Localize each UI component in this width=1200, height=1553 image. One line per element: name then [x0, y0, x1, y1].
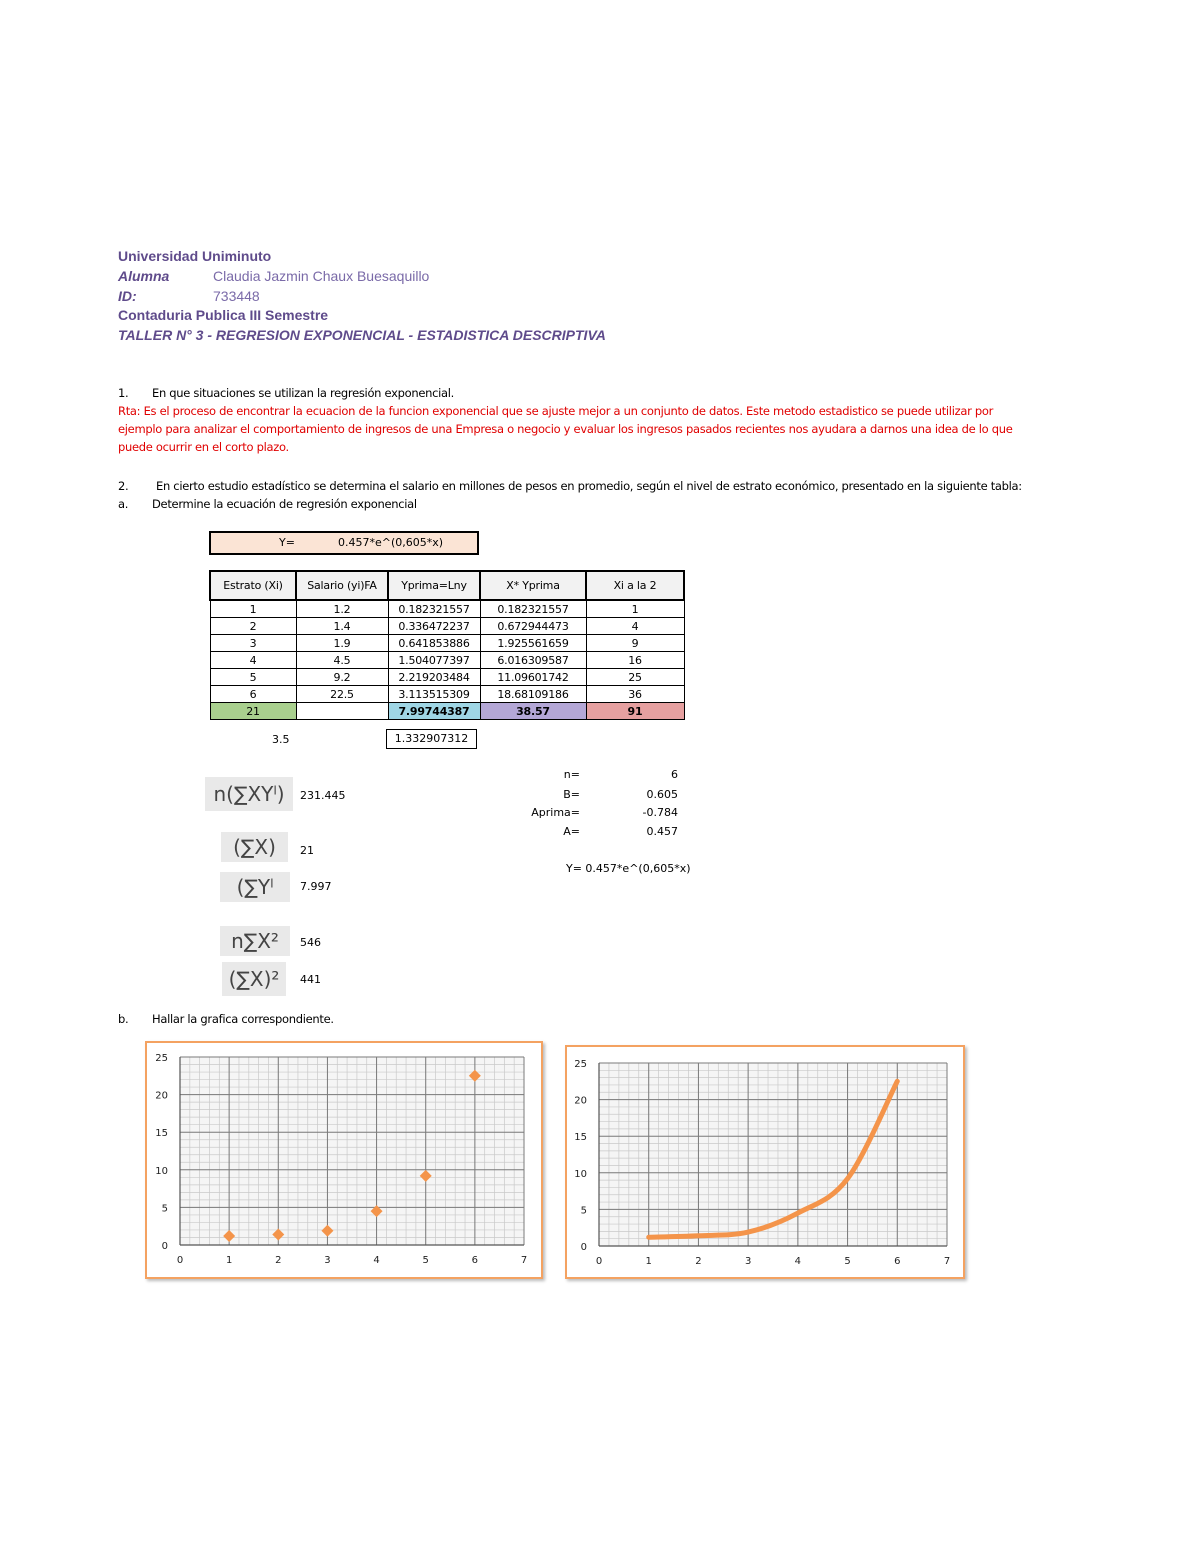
table-cell: 4.5	[296, 652, 388, 669]
answer-line-2: ejemplo para analizar el comportamiento de ingresos de una Empresa o negocio y evaluar los ingresos pasados recientes nos ayudara a darnos una idea de lo que	[118, 422, 1013, 436]
table-cell: 5	[210, 669, 296, 686]
question-2b-label: b.	[118, 1012, 129, 1026]
col-header: X* Yprima	[480, 571, 586, 600]
question-1-number: 1.	[118, 386, 129, 400]
sum-formula-image: (∑X)	[221, 832, 288, 862]
col-header: Xi a la 2	[586, 571, 684, 600]
line-chart-panel	[565, 1045, 965, 1279]
mean-yprime: 1.332907312	[386, 729, 477, 749]
table-row	[210, 652, 684, 669]
result-equation: Y= 0.457*e^(0,605*x)	[566, 862, 691, 875]
table-cell: 0.336472237	[388, 618, 480, 635]
coef-aprima: Aprima=	[531, 806, 580, 819]
table-cell: 0.182321557	[480, 600, 586, 618]
table-cell: 16	[586, 652, 684, 669]
x-tick-label: 1	[645, 1256, 652, 1267]
total-yprime: 7.99744387	[388, 703, 480, 720]
table-cell: 4	[210, 652, 296, 669]
student-label: Alumna	[118, 268, 170, 284]
question-1-text: En que situaciones se utilizan la regresión exponencial.	[152, 386, 455, 400]
table-cell: 2.219203484	[388, 669, 480, 686]
coef-aprima-value: -0.784	[642, 806, 678, 819]
coef-b: B=	[563, 788, 580, 801]
y-tick-label: 20	[574, 1095, 587, 1107]
regression-equation-box	[209, 531, 479, 555]
table-cell: 0.182321557	[388, 600, 480, 618]
table-cell: 18.68109186	[480, 686, 586, 703]
x-tick-label: 3	[324, 1255, 331, 1266]
table-row	[210, 669, 684, 686]
table-cell: 9	[586, 635, 684, 652]
document-title: TALLER N° 3 - REGRESION EXPONENCIAL - ESTADISTICA DESCRIPTIVA	[118, 327, 606, 343]
x-tick-label: 1	[225, 1255, 233, 1266]
total-x-squared: 91	[586, 703, 684, 720]
table-row	[210, 686, 684, 703]
id-label: ID:	[118, 288, 137, 304]
coef-b-value: 0.605	[646, 788, 678, 801]
x-tick-label: 7	[520, 1255, 528, 1266]
coef-a: A=	[563, 825, 580, 838]
y-tick-label: 0	[161, 1241, 168, 1252]
y-tick-label: 15	[574, 1132, 587, 1144]
question-1	[118, 386, 454, 400]
x-tick-label: 0	[595, 1256, 603, 1267]
y-tick-label: 25	[574, 1059, 587, 1070]
col-header: Estrato (Xi)	[210, 571, 296, 600]
sum-value: 441	[300, 973, 321, 986]
equation-rhs: 0.457*e^(0,605*x)	[338, 536, 444, 549]
table-row	[210, 635, 684, 652]
id-value: 733448	[213, 288, 260, 304]
table-cell: 6	[210, 686, 296, 703]
university-name: Universidad Uniminuto	[118, 248, 272, 264]
table-cell: 25	[586, 669, 684, 686]
y-tick-label: 10	[155, 1165, 168, 1177]
student-name: Claudia Jazmin Chaux Buesaquillo	[213, 268, 430, 284]
y-tick-label: 20	[155, 1090, 168, 1102]
x-tick-label: 0	[176, 1255, 184, 1266]
y-tick-label: 25	[155, 1053, 168, 1064]
line-chart	[567, 1047, 963, 1277]
question-2a-text: Determine la ecuación de regresión exponencial	[152, 497, 417, 511]
col-header: Salario (yi)FA	[296, 571, 388, 600]
question-2	[118, 479, 1022, 493]
x-tick-label: 6	[894, 1256, 901, 1267]
plot-area	[180, 1057, 524, 1245]
table-cell: 1.9	[296, 635, 388, 652]
mean-x: 3.5	[272, 733, 290, 746]
x-tick-label: 5	[422, 1255, 429, 1266]
coef-a-value: 0.457	[646, 825, 678, 838]
y-tick-label: 15	[155, 1128, 168, 1140]
table-row	[210, 618, 684, 635]
x-tick-label: 4	[794, 1256, 802, 1267]
y-tick-label: 10	[574, 1168, 587, 1180]
table-cell: 0.672944473	[480, 618, 586, 635]
sum-value: 21	[300, 844, 314, 857]
col-header: Yprima=Lny	[388, 571, 480, 600]
table-cell: 6.016309587	[480, 652, 586, 669]
sum-formula-image: n(∑XYˡ)	[205, 777, 293, 811]
program-name: Contaduria Publica III Semestre	[118, 307, 329, 323]
table-cell: 0.641853886	[388, 635, 480, 652]
answer-line-1: Rta: Es el proceso de encontrar la ecuacion de la funcion exponencial que se ajuste mejor a un conjunto de datos. Este metodo estadistico se puede utilizar por	[118, 404, 994, 418]
table-cell: 22.5	[296, 686, 388, 703]
student-row	[118, 268, 429, 284]
table-cell: 3.113515309	[388, 686, 480, 703]
sum-value: 7.997	[300, 880, 332, 893]
question-2b-text: Hallar la grafica correspondiente.	[152, 1012, 334, 1026]
total-y	[296, 703, 388, 720]
table-cell: 1.504077397	[388, 652, 480, 669]
table-cell: 3	[210, 635, 296, 652]
scatter-chart	[147, 1043, 541, 1277]
y-tick-label: 0	[580, 1242, 587, 1253]
total-x: 21	[210, 703, 296, 720]
coef-n: n=	[563, 768, 580, 781]
equation-lhs: Y=	[279, 536, 295, 549]
x-tick-label: 7	[943, 1256, 951, 1267]
y-tick-label: 5	[580, 1205, 587, 1217]
x-tick-label: 4	[373, 1255, 380, 1266]
table-totals-row	[210, 703, 684, 720]
question-2b	[118, 1012, 334, 1026]
question-2-text: En cierto estudio estadístico se determina el salario en millones de pesos en promedio, según el nivel de estrato económico, presentado en la siguiente tabla:	[156, 479, 1022, 493]
answer-line-3: puede ocurrir en el corto plazo.	[118, 440, 289, 454]
x-tick-label: 6	[471, 1255, 479, 1266]
table-cell: 1.2	[296, 600, 388, 618]
table-cell: 11.09601742	[480, 669, 586, 686]
x-tick-label: 2	[695, 1256, 702, 1267]
table-cell: 1.4	[296, 618, 388, 635]
sum-formula-image: n∑X²	[220, 926, 290, 956]
id-row	[118, 288, 260, 304]
table-cell: 36	[586, 686, 684, 703]
table-cell: 2	[210, 618, 296, 635]
table-cell: 4	[586, 618, 684, 635]
y-tick-label: 5	[161, 1203, 168, 1215]
regression-table	[209, 570, 685, 720]
table-cell: 1	[586, 600, 684, 618]
total-xyprime: 38.57	[480, 703, 586, 720]
sum-formula-image: (∑X)²	[222, 962, 286, 996]
table-row	[210, 600, 684, 618]
sum-value: 546	[300, 936, 321, 949]
question-2-number: 2.	[118, 479, 129, 493]
x-tick-label: 3	[744, 1256, 752, 1267]
x-tick-label: 2	[275, 1255, 282, 1266]
table-header-row	[210, 571, 684, 600]
coef-n-value: 6	[671, 768, 678, 781]
sum-value: 231.445	[300, 789, 346, 802]
question-2a-label: a.	[118, 497, 129, 511]
table-cell: 9.2	[296, 669, 388, 686]
sum-formula-image: (∑Yˡ	[220, 872, 290, 902]
question-2a	[118, 497, 417, 511]
x-tick-label: 5	[844, 1256, 851, 1267]
table-cell: 1	[210, 600, 296, 618]
table-cell: 1.925561659	[480, 635, 586, 652]
scatter-chart-panel	[145, 1041, 543, 1279]
